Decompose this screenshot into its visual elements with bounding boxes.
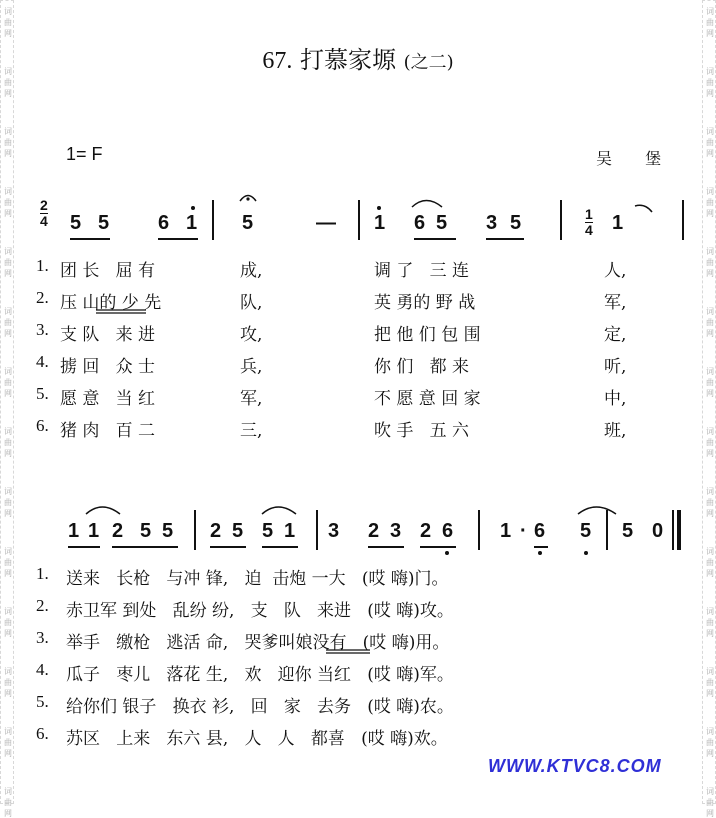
- watermark-char: 网: [4, 809, 12, 818]
- lyric-segment: 把 他 们 包 围: [374, 325, 481, 345]
- beam-underline: [112, 546, 178, 548]
- lyric-segment: 人,: [604, 261, 627, 281]
- watermark-char: 网: [4, 629, 12, 638]
- lyric-segment: 你 们 都 来: [374, 357, 470, 377]
- watermark-char: 网: [706, 389, 714, 398]
- time-sig-top: 1: [585, 206, 593, 222]
- note: 5: [242, 212, 254, 234]
- lyric-segment: 三,: [240, 421, 263, 441]
- watermark-char: 词: [706, 607, 714, 616]
- watermark-char: 词: [4, 307, 12, 316]
- bar-line: [606, 510, 608, 550]
- note: ·: [520, 520, 527, 542]
- watermark-char: 词: [706, 487, 714, 496]
- watermark-char: 词: [706, 187, 714, 196]
- octave-dot: [191, 206, 195, 210]
- watermark-char: 词: [706, 367, 714, 376]
- note: 5: [70, 212, 82, 234]
- time-sig-top: 2: [40, 197, 48, 213]
- note: 5: [436, 212, 448, 234]
- note: 5: [140, 520, 152, 542]
- watermark-char: 曲: [706, 78, 714, 87]
- time-signature-1-4: [585, 207, 593, 238]
- watermark-char: 曲: [4, 78, 12, 87]
- note: 2: [368, 520, 380, 542]
- verse-number: 4.: [36, 660, 49, 679]
- watermark-char: 词: [4, 127, 12, 136]
- watermark-char: 词: [706, 307, 714, 316]
- note: —: [316, 212, 336, 234]
- beam-underline: [70, 238, 110, 240]
- watermark-char: 词: [706, 787, 714, 796]
- fermata-icon: [240, 196, 256, 202]
- verse-number: 1.: [36, 256, 49, 275]
- verse-number: 4.: [36, 352, 49, 371]
- watermark-char: 词: [706, 667, 714, 676]
- bar-line: [560, 200, 562, 240]
- note: 1: [284, 520, 296, 542]
- note: 5: [262, 520, 274, 542]
- watermark-char: 词: [4, 427, 12, 436]
- watermark-char: 曲: [4, 438, 12, 447]
- verse-number: 6.: [36, 724, 49, 743]
- note: 3: [486, 212, 498, 234]
- watermark-char: 曲: [4, 798, 12, 807]
- note: 6: [158, 212, 170, 234]
- verse-number: 6.: [36, 416, 49, 435]
- watermark-char: 网: [706, 149, 714, 158]
- lyric-segment: 中,: [604, 389, 627, 409]
- watermark-char: 曲: [706, 798, 714, 807]
- left-watermark-strip: [0, 0, 14, 818]
- slur-icon: [412, 201, 442, 208]
- watermark-char: 网: [706, 209, 714, 218]
- watermark-char: 曲: [4, 138, 12, 147]
- time-sig-bottom: 4: [585, 222, 593, 238]
- verse-number: 5.: [36, 692, 49, 711]
- verse-number: 3.: [36, 628, 49, 647]
- note: 3: [328, 520, 340, 542]
- ornament-icon: [635, 205, 652, 212]
- lyric-segment: 英 勇的 野 战: [374, 293, 476, 313]
- watermark-char: 网: [706, 689, 714, 698]
- lyric-segment: 成,: [240, 261, 263, 281]
- watermark-char: 词: [4, 787, 12, 796]
- watermark-char: 词: [4, 727, 12, 736]
- note: 5: [162, 520, 174, 542]
- watermark-char: 曲: [4, 738, 12, 747]
- lyric-segment: 攻,: [240, 325, 263, 345]
- title-number: 67.: [262, 48, 293, 74]
- final-bar-line: [677, 510, 681, 550]
- watermark-char: 曲: [706, 18, 714, 27]
- watermark-char: 词: [706, 427, 714, 436]
- watermark-char: 曲: [706, 678, 714, 687]
- watermark-char: 曲: [4, 678, 12, 687]
- note: 1: [88, 520, 100, 542]
- verse-number: 2.: [36, 288, 49, 307]
- watermark-char: 网: [4, 329, 12, 338]
- note: 5: [510, 212, 522, 234]
- lyric-segment: 队,: [240, 293, 263, 313]
- beam-underline: [210, 546, 246, 548]
- lyric-segment: 不 愿 意 回 家: [374, 389, 481, 409]
- lyric-segment: 定,: [604, 325, 627, 345]
- composer: 吴 堡: [596, 149, 676, 168]
- note: 5: [232, 520, 244, 542]
- fermata-dot: [246, 197, 249, 200]
- note: 2: [420, 520, 432, 542]
- watermark-char: 曲: [706, 318, 714, 327]
- time-signature-2-4: [40, 198, 48, 229]
- watermark-char: 网: [706, 509, 714, 518]
- bar-line: [212, 200, 214, 240]
- watermark-char: 曲: [706, 378, 714, 387]
- right-watermark-strip: [702, 0, 716, 818]
- note: 6: [534, 520, 546, 542]
- note: 6: [442, 520, 454, 542]
- watermark-char: 网: [706, 269, 714, 278]
- watermark-char: 网: [706, 29, 714, 38]
- beam-underline: [368, 546, 404, 548]
- slur-icon: [86, 507, 120, 514]
- watermark-char: 曲: [706, 618, 714, 627]
- slur-icon: [262, 507, 296, 514]
- bar-line: [316, 510, 318, 550]
- note: 1: [500, 520, 512, 542]
- watermark-char: 曲: [4, 18, 12, 27]
- note: 5: [580, 520, 592, 542]
- watermark-char: 网: [4, 389, 12, 398]
- final-bar-line: [672, 510, 674, 550]
- watermark-char: 词: [706, 67, 714, 76]
- note: 1: [186, 212, 198, 234]
- note: 2: [112, 520, 124, 542]
- key-signature: 1= F: [66, 144, 103, 164]
- song-title: [0, 40, 716, 75]
- watermark-char: 词: [4, 7, 12, 16]
- site-logo[interactable]: WWW.KTVC8.COM: [488, 756, 662, 776]
- octave-dot: [538, 551, 542, 555]
- watermark-char: 曲: [706, 558, 714, 567]
- bar-line: [194, 510, 196, 550]
- watermark-char: 词: [706, 547, 714, 556]
- lyric-segment: 军,: [604, 293, 627, 313]
- watermark-char: 词: [4, 247, 12, 256]
- beam-underline: [158, 238, 198, 240]
- watermark-char: 网: [4, 209, 12, 218]
- verse-number: 2.: [36, 596, 49, 615]
- beam-underline: [486, 238, 524, 240]
- title-main: 打慕家塬: [299, 46, 396, 74]
- watermark-char: 曲: [706, 138, 714, 147]
- title-subtitle: (之二): [403, 52, 454, 73]
- slur-icon: [578, 507, 616, 514]
- verse-number: 1.: [36, 564, 49, 583]
- watermark-char: 曲: [4, 498, 12, 507]
- watermark-char: 词: [706, 7, 714, 16]
- watermark-char: 词: [4, 547, 12, 556]
- lyric-line: 瓜子 枣儿 落花 生, 欢 迎你 当红 (哎 嗨)军。: [66, 665, 454, 685]
- watermark-char: 网: [4, 29, 12, 38]
- watermark-char: 曲: [706, 198, 714, 207]
- note: 5: [98, 212, 110, 234]
- note: 3: [390, 520, 402, 542]
- watermark-char: 网: [706, 569, 714, 578]
- note: 1: [612, 212, 624, 234]
- beam-underline: [414, 238, 456, 240]
- watermark-char: 网: [4, 509, 12, 518]
- watermark-char: 词: [706, 127, 714, 136]
- watermark-char: 网: [706, 629, 714, 638]
- lyric-segment: 掳 回 众 士: [60, 357, 156, 377]
- watermark-char: 网: [4, 269, 12, 278]
- note: 1: [68, 520, 80, 542]
- watermark-char: 网: [4, 149, 12, 158]
- beam-underline: [534, 546, 548, 548]
- watermark-char: 网: [706, 449, 714, 458]
- watermark-char: 曲: [706, 438, 714, 447]
- time-sig-bottom: 4: [40, 213, 48, 229]
- watermark-char: 曲: [4, 378, 12, 387]
- lyric-line: 赤卫军 到处 乱纷 纷, 支 队 来进 (哎 嗨)攻。: [66, 601, 454, 621]
- watermark-char: 曲: [706, 738, 714, 747]
- lyric-line: 送来 长枪 与冲 锋, 迫 击炮 一大 (哎 嗨)门。: [66, 569, 449, 589]
- lyric-segment: 兵,: [240, 357, 263, 377]
- verse-number: 3.: [36, 320, 49, 339]
- lyric-segment: 猪 肉 百 二: [60, 421, 156, 441]
- watermark-char: 曲: [4, 258, 12, 267]
- beam-underline: [420, 546, 456, 548]
- watermark-char: 词: [4, 67, 12, 76]
- bar-line: [478, 510, 480, 550]
- note: 5: [622, 520, 634, 542]
- watermark-char: 网: [706, 89, 714, 98]
- watermark-char: 网: [4, 89, 12, 98]
- lyric-segment: 愿 意 当 红: [60, 389, 156, 409]
- watermark-char: 曲: [4, 318, 12, 327]
- beam-underline: [262, 546, 298, 548]
- watermark-char: 词: [4, 667, 12, 676]
- lyric-segment: 团 长 屈 有: [60, 261, 156, 281]
- octave-dot: [584, 551, 588, 555]
- watermark-char: 曲: [4, 618, 12, 627]
- watermark-char: 曲: [706, 498, 714, 507]
- watermark-char: 曲: [706, 258, 714, 267]
- watermark-char: 网: [706, 329, 714, 338]
- watermark-char: 网: [4, 689, 12, 698]
- octave-dot: [445, 551, 449, 555]
- octave-dot: [377, 206, 381, 210]
- note: 6: [414, 212, 426, 234]
- lyric-segment: 支 队 来 进: [60, 325, 156, 345]
- watermark-char: 词: [4, 187, 12, 196]
- watermark-char: 词: [4, 367, 12, 376]
- watermark-char: 词: [4, 487, 12, 496]
- bar-line: [682, 200, 684, 240]
- watermark-char: 词: [706, 727, 714, 736]
- lyric-segment: 吹 手 五 六: [374, 421, 470, 441]
- lyric-line: 举手 缴枪 逃活 命, 哭爹叫娘没有 (哎 嗨)用。: [66, 633, 450, 653]
- watermark-char: 曲: [4, 558, 12, 567]
- watermark-char: 网: [4, 749, 12, 758]
- note: 1: [374, 212, 386, 234]
- lyric-segment: 调 了 三 连: [374, 261, 470, 281]
- lyric-segment: 军,: [240, 389, 263, 409]
- beam-underline: [68, 546, 100, 548]
- watermark-char: 词: [4, 607, 12, 616]
- watermark-char: 网: [706, 809, 714, 818]
- note: 2: [210, 520, 222, 542]
- watermark-char: 网: [4, 569, 12, 578]
- lyric-line: 给你们 银子 换衣 衫, 回 家 去务 (哎 嗨)农。: [66, 697, 454, 717]
- bar-line: [358, 200, 360, 240]
- watermark-char: 曲: [4, 198, 12, 207]
- watermark-char: 词: [706, 247, 714, 256]
- watermark-char: 网: [706, 749, 714, 758]
- verse-number: 5.: [36, 384, 49, 403]
- lyric-line: 苏区 上来 东六 县, 人 人 都喜 (哎 嗨)欢。: [66, 729, 448, 749]
- lyric-segment: 班,: [604, 421, 627, 441]
- lyric-segment: 压 山的 少 先: [60, 293, 162, 313]
- watermark-char: 网: [4, 449, 12, 458]
- lyric-segment: 听,: [604, 357, 627, 377]
- note: 0: [652, 520, 664, 542]
